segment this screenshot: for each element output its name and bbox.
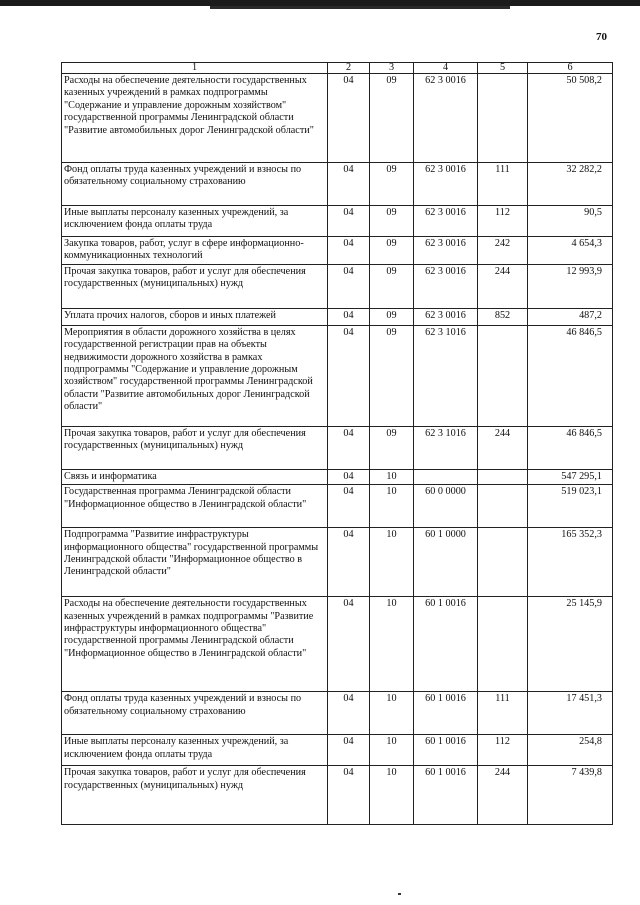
- row-amount: 50 508,2: [528, 74, 613, 163]
- row-section: 04: [328, 74, 370, 163]
- table-row: [62, 766, 613, 825]
- table-row: [62, 469, 613, 484]
- row-expense-type: 111: [478, 692, 528, 735]
- row-subsection: 09: [370, 426, 414, 469]
- row-expense-type: 112: [478, 206, 528, 237]
- table-row: [62, 74, 613, 163]
- row-expense-type: [478, 528, 528, 597]
- row-name: Уплата прочих налогов, сборов и иных платежей: [62, 308, 328, 325]
- row-amount: 487,2: [528, 308, 613, 325]
- row-target-code: 60 1 0000: [414, 528, 478, 597]
- row-name: Прочая закупка товаров, работ и услуг для обеспечения государственных (муниципальных) нужд: [62, 766, 328, 825]
- row-name: Иные выплаты персоналу казенных учреждений, за исключением фонда оплаты труда: [62, 735, 328, 766]
- row-section: 04: [328, 426, 370, 469]
- row-amount: 17 451,3: [528, 692, 613, 735]
- table-row: [62, 325, 613, 426]
- column-header: 1: [62, 63, 328, 74]
- row-target-code: 62 3 0016: [414, 206, 478, 237]
- row-section: 04: [328, 325, 370, 426]
- column-header: 2: [328, 63, 370, 74]
- row-subsection: 09: [370, 237, 414, 265]
- row-amount: 7 439,8: [528, 766, 613, 825]
- row-subsection: 10: [370, 692, 414, 735]
- row-expense-type: [478, 597, 528, 692]
- row-subsection: 10: [370, 597, 414, 692]
- row-target-code: 60 0 0000: [414, 485, 478, 528]
- row-expense-type: 112: [478, 735, 528, 766]
- row-expense-type: [478, 469, 528, 484]
- row-target-code: 60 1 0016: [414, 597, 478, 692]
- table-header-row: [62, 63, 613, 74]
- row-section: 04: [328, 692, 370, 735]
- row-target-code: 62 3 0016: [414, 163, 478, 206]
- row-subsection: 10: [370, 485, 414, 528]
- row-target-code: [414, 469, 478, 484]
- row-name: Расходы на обеспечение деятельности государственных казенных учреждений в рамках подпрограммы "Развитие инфраструктуры информационного общества" государственной программы Ленинградской области "Информационное общество в Ленинградской области": [62, 597, 328, 692]
- row-subsection: 09: [370, 264, 414, 308]
- row-expense-type: [478, 325, 528, 426]
- row-amount: 90,5: [528, 206, 613, 237]
- row-target-code: 62 3 1016: [414, 426, 478, 469]
- row-subsection: 10: [370, 766, 414, 825]
- table-row: [62, 206, 613, 237]
- row-subsection: 10: [370, 735, 414, 766]
- scan-mark: [398, 893, 401, 895]
- row-section: 04: [328, 308, 370, 325]
- table-row: [62, 692, 613, 735]
- row-target-code: 62 3 0016: [414, 264, 478, 308]
- row-section: 04: [328, 766, 370, 825]
- table-row: [62, 426, 613, 469]
- row-name: Расходы на обеспечение деятельности государственных казенных учреждений в рамках подпрограммы "Содержание и управление дорожным хозяйством" государственной программы Ленинградской области "Развитие автомобильных дорог Ленинградской области": [62, 74, 328, 163]
- row-name: Иные выплаты персоналу казенных учреждений, за исключением фонда оплаты труда: [62, 206, 328, 237]
- row-expense-type: 852: [478, 308, 528, 325]
- row-expense-type: 242: [478, 237, 528, 265]
- row-name: Подпрограмма "Развитие инфраструктуры информационного общества" государственной программы Ленинградской области "Информационное общество в Ленинградской области": [62, 528, 328, 597]
- row-section: 04: [328, 163, 370, 206]
- row-amount: 25 145,9: [528, 597, 613, 692]
- row-target-code: 62 3 1016: [414, 325, 478, 426]
- table-row: [62, 485, 613, 528]
- column-header: 6: [528, 63, 613, 74]
- row-section: 04: [328, 206, 370, 237]
- row-subsection: 09: [370, 74, 414, 163]
- row-section: 04: [328, 469, 370, 484]
- table-row: [62, 597, 613, 692]
- table-row: [62, 264, 613, 308]
- row-target-code: 60 1 0016: [414, 692, 478, 735]
- row-amount: 519 023,1: [528, 485, 613, 528]
- row-amount: 4 654,3: [528, 237, 613, 265]
- row-section: 04: [328, 597, 370, 692]
- row-amount: 46 846,5: [528, 426, 613, 469]
- row-amount: 165 352,3: [528, 528, 613, 597]
- row-expense-type: 244: [478, 426, 528, 469]
- row-expense-type: 111: [478, 163, 528, 206]
- column-header: 3: [370, 63, 414, 74]
- row-section: 04: [328, 485, 370, 528]
- row-name: Государственная программа Ленинградской области "Информационное общество в Ленинградской области": [62, 485, 328, 528]
- row-name: Прочая закупка товаров, работ и услуг для обеспечения государственных (муниципальных) нужд: [62, 264, 328, 308]
- row-amount: 12 993,9: [528, 264, 613, 308]
- row-target-code: 62 3 0016: [414, 237, 478, 265]
- row-subsection: 10: [370, 469, 414, 484]
- row-name: Связь и информатика: [62, 469, 328, 484]
- row-target-code: 62 3 0016: [414, 308, 478, 325]
- page-number: 70: [596, 31, 607, 43]
- row-name: Фонд оплаты труда казенных учреждений и взносы по обязательному социальному страхованию: [62, 163, 328, 206]
- row-amount: 46 846,5: [528, 325, 613, 426]
- row-subsection: 09: [370, 308, 414, 325]
- row-expense-type: 244: [478, 766, 528, 825]
- row-section: 04: [328, 528, 370, 597]
- row-section: 04: [328, 735, 370, 766]
- budget-table: [61, 62, 613, 825]
- row-expense-type: [478, 74, 528, 163]
- row-name: Фонд оплаты труда казенных учреждений и взносы по обязательному социальному страхованию: [62, 692, 328, 735]
- row-subsection: 09: [370, 325, 414, 426]
- row-name: Прочая закупка товаров, работ и услуг для обеспечения государственных (муниципальных) нужд: [62, 426, 328, 469]
- row-amount: 547 295,1: [528, 469, 613, 484]
- row-expense-type: 244: [478, 264, 528, 308]
- row-subsection: 09: [370, 206, 414, 237]
- table-row: [62, 237, 613, 265]
- row-amount: 32 282,2: [528, 163, 613, 206]
- row-target-code: 62 3 0016: [414, 74, 478, 163]
- row-subsection: 10: [370, 528, 414, 597]
- table-row: [62, 528, 613, 597]
- row-subsection: 09: [370, 163, 414, 206]
- row-expense-type: [478, 485, 528, 528]
- row-section: 04: [328, 237, 370, 265]
- table-row: [62, 163, 613, 206]
- column-header: 5: [478, 63, 528, 74]
- table-row: [62, 308, 613, 325]
- row-target-code: 60 1 0016: [414, 766, 478, 825]
- row-name: Закупка товаров, работ, услуг в сфере информационно-коммуникационных технологий: [62, 237, 328, 265]
- column-header: 4: [414, 63, 478, 74]
- scan-top-edge-shadow: [210, 6, 510, 9]
- row-amount: 254,8: [528, 735, 613, 766]
- row-target-code: 60 1 0016: [414, 735, 478, 766]
- table-row: [62, 735, 613, 766]
- row-name: Мероприятия в области дорожного хозяйства в целях государственной регистрации прав на объекты недвижимости дорожного хозяйства в рамках подпрограммы "Содержание и управление дорожным хозяйством" государственной программы Ленинградской области "Развитие автомобильных дорог Ленинградской области": [62, 325, 328, 426]
- row-section: 04: [328, 264, 370, 308]
